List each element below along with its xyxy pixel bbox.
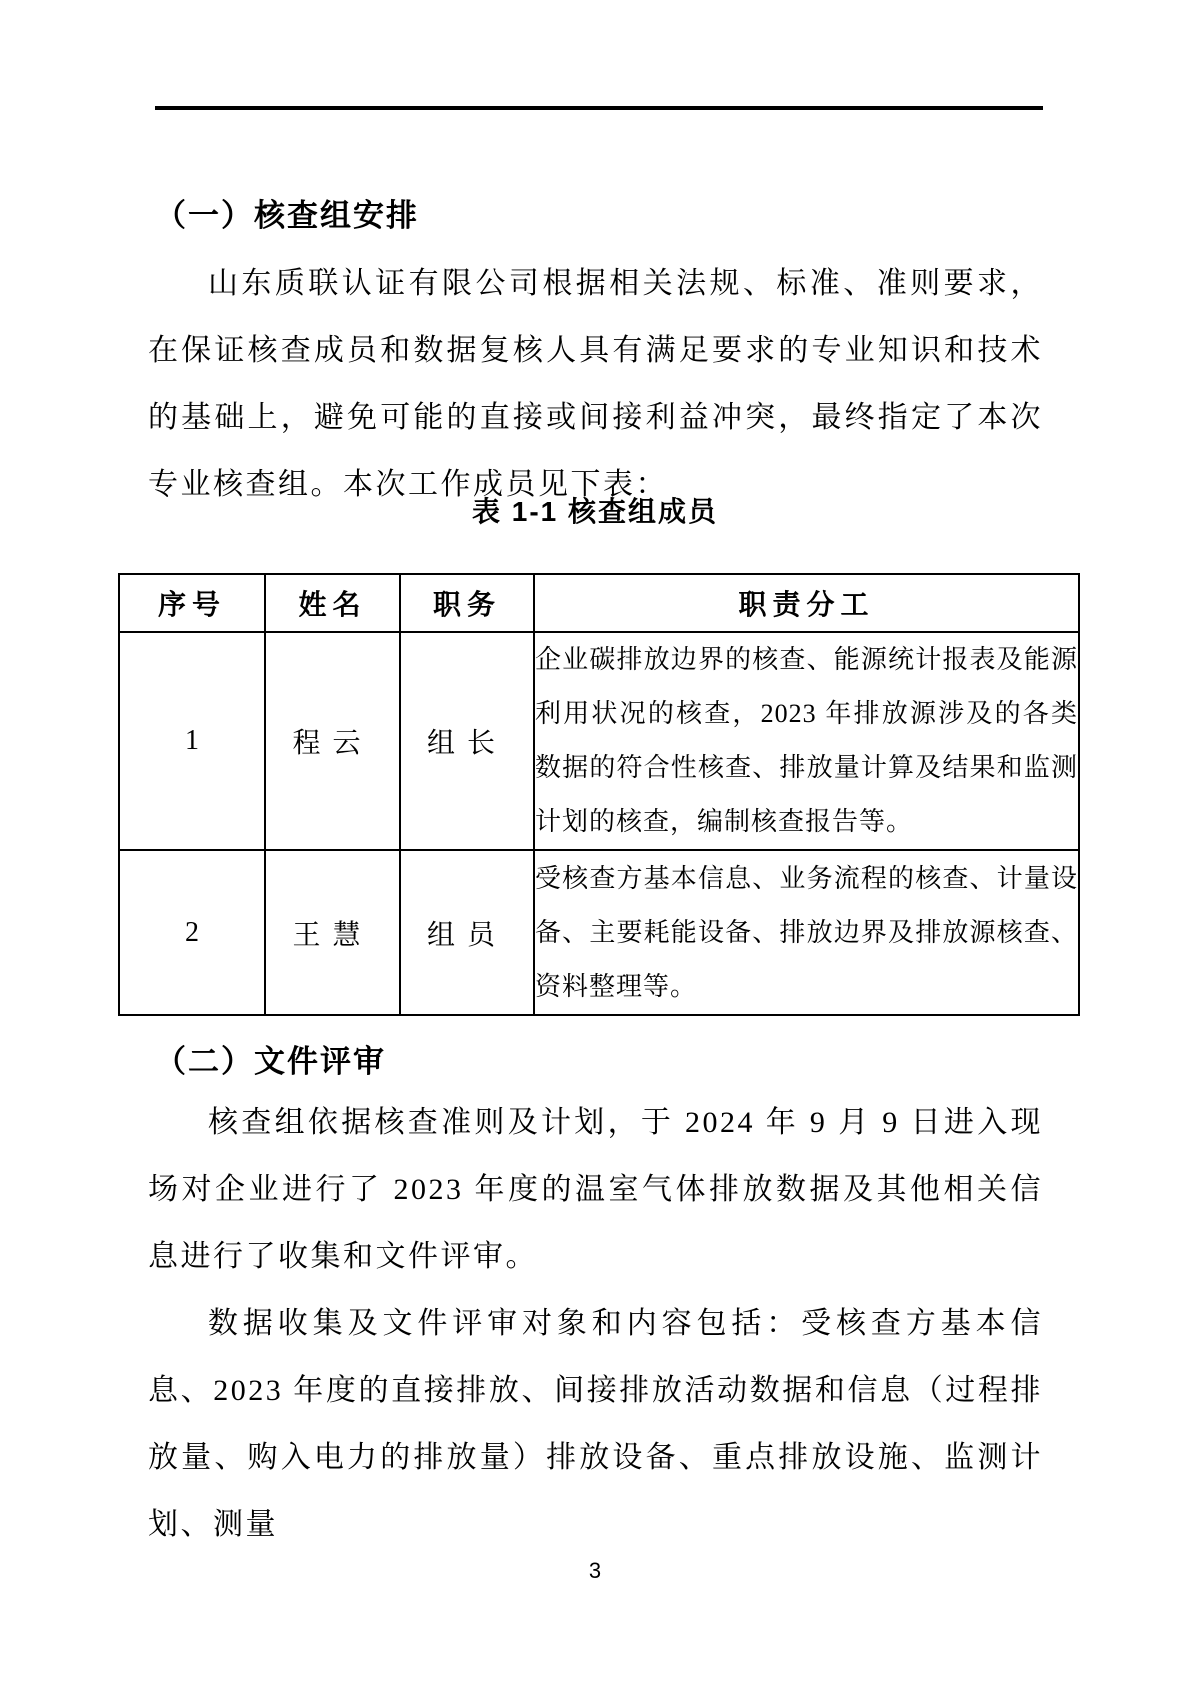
cell-name: 王慧 — [265, 850, 400, 1015]
paragraph-team-arrangement: 山东质联认证有限公司根据相关法规、标准、准则要求，在保证核查成员和数据复核人具有满足要求的专业知识和技术的基础上，避免可能的直接或间接利益冲突，最终指定了本次专业核查组。本次工作成员见下表： — [148, 267, 1043, 501]
cell-no: 2 — [119, 850, 265, 1015]
col-header-role: 职务 — [400, 574, 534, 632]
col-header-duty: 职责分工 — [534, 574, 1079, 632]
page-number: 3 — [588, 1558, 602, 1583]
cell-role: 组长 — [400, 632, 534, 850]
table-caption: 表 1-1 核查组成员 — [471, 496, 719, 527]
table-header-row — [119, 574, 1079, 632]
table-row — [119, 632, 1079, 850]
cell-role: 组员 — [400, 850, 534, 1015]
section-heading-document-review: （二）文件评审 — [155, 1044, 386, 1079]
header-divider-rule — [155, 106, 1043, 110]
paragraph-document-review-1: 核查组依据核查准则及计划，于 2024 年 9 月 9 日进入现场对企业进行了 2023 年度的温室气体排放数据及其他相关信息进行了收集和文件评审。 — [148, 1106, 1043, 1273]
team-members-table — [118, 573, 1080, 1016]
cell-duty: 受核查方基本信息、业务流程的核查、计量设备、主要耗能设备、排放边界及排放源核查、资料整理等。 — [534, 850, 1079, 1015]
col-header-no: 序号 — [119, 574, 265, 632]
cell-name: 程云 — [265, 632, 400, 850]
table-row — [119, 850, 1079, 1015]
paragraph-document-review-2: 数据收集及文件评审对象和内容包括：受核查方基本信息、2023 年度的直接排放、间接排放活动数据和信息（过程排放量、购入电力的排放量）排放设备、重点排放设施、监测计划、测量 — [148, 1307, 1043, 1541]
cell-duty: 企业碳排放边界的核查、能源统计报表及能源利用状况的核查，2023 年排放源涉及的各类数据的符合性核查、排放量计算及结果和监测计划的核查，编制核查报告等。 — [534, 632, 1079, 850]
section-heading-verification-team: （一）核查组安排 — [155, 198, 419, 233]
cell-no: 1 — [119, 632, 265, 850]
col-header-name: 姓名 — [265, 574, 400, 632]
